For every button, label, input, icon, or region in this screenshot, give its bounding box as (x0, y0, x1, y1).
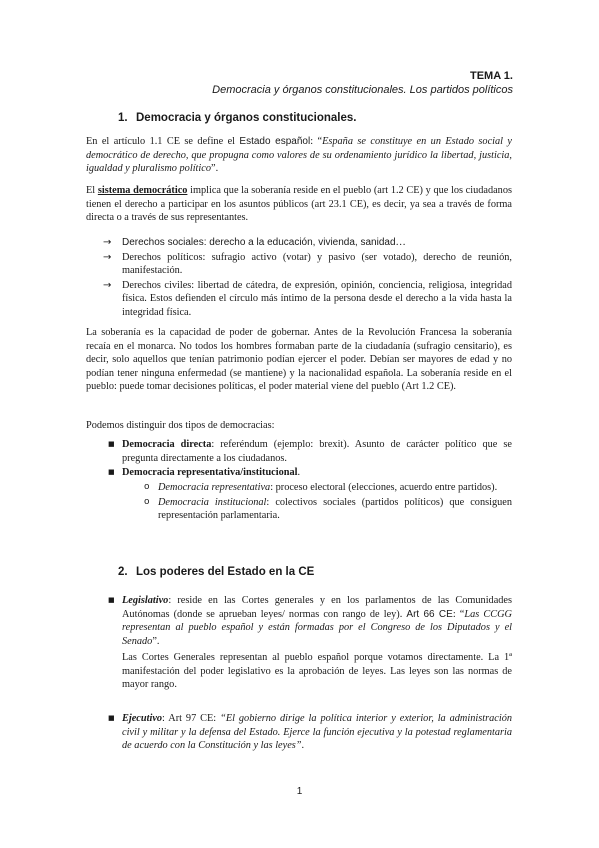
rights-civil-text: libertad de cátedra, de expresión, opinión, conciencia, religiosa, integridad física. Estos defienden el círculo más íntimo de la persona desde el derecho a la vida hasta la integridad física. (122, 279, 512, 318)
rights-political-text: sufragio activo (votar) y pasivo (ser votado), derecho de reunión, manifestación. (122, 251, 512, 276)
topic-subtitle: Democracia y órganos constitucionales. Los partidos políticos (212, 84, 513, 96)
powers-list-legislativo (108, 594, 512, 649)
list-item-rights-social (103, 236, 512, 250)
dem-representativa-text: : proceso electoral (elecciones, acuerdo entre partidos). (270, 482, 498, 493)
paragraph-estado-espanol (86, 135, 512, 176)
list-item-democracia-representativa (108, 466, 512, 480)
paragraph-sistema-democratico (86, 184, 512, 225)
rights-social-tail: … (395, 237, 406, 248)
section-1-heading (118, 112, 357, 124)
legislativo-art-sep: : “ (452, 608, 465, 620)
p2-text-a: El (86, 185, 98, 196)
legislativo-text: : reside en las Cortes generales y en los parlamentos de las Comunidades Autónomas (donde se aprueban leyes/ normas con rango de ley). (122, 595, 512, 620)
p1-estado-espanol: Estado español (239, 136, 311, 147)
list-item-ejecutivo (108, 712, 512, 753)
section-2-number: 2. (118, 566, 128, 578)
square-bullet-icon: ■ (108, 468, 115, 476)
section-1-number: 1. (118, 112, 128, 124)
legislativo-quote-end: ”. (152, 635, 160, 647)
section-2-heading (118, 566, 314, 578)
p2-sistema-democratico: sistema democrático (97, 185, 188, 196)
page-number: 1 (296, 786, 303, 797)
rights-social-text: derecho a la educación, vivienda, sanidad (209, 237, 396, 248)
democracia-representativa-tail: . (297, 467, 301, 478)
dem-representativa-label: Democracia representativa (158, 482, 271, 493)
dem-institucional-text: : colectivos sociales (partidos políticos) que consiguen representación parlamentaria. (158, 496, 512, 521)
ejecutivo-quote: “El gobierno dirige la política interior y exterior, la administración civil y militar y la defensa del Estado. Ejerce la función ejecutiva y la potestad reglamentaria de acuerdo con la Constitución y las leyes” (122, 713, 512, 751)
p2-text-c: implica que la soberanía reside en el pueblo (art 1.2 CE) y que los ciudadanos tienen el derecho a participar en los asuntos públicos (art 23.1 CE), es decir, ya sea a través de forma directa o a través de sus representantes. (86, 185, 512, 223)
democracia-representativa-label: Democracia representativa/institucional (122, 467, 298, 478)
section-2-title: Los poderes del Estado en la CE (136, 566, 315, 578)
paragraph-tipos-democracia: Podemos distinguir dos tipos de democracias: (86, 420, 275, 431)
arrow-icon: → (103, 237, 112, 248)
arrow-icon: → (103, 279, 112, 291)
list-item-dem-representativa (144, 481, 512, 495)
p1-text-e: ”. (211, 163, 219, 174)
p1-quote: España se constituye en un Estado social y democrático de derecho, que propugna como valores de su ordenamiento jurídico la libertad, justicia, igualdad y pluralismo político (86, 136, 512, 174)
rights-list (103, 236, 512, 320)
rights-social-label: Derechos sociales: (122, 237, 210, 248)
list-item-democracia-directa (108, 438, 512, 465)
ejecutivo-tail: . (301, 740, 305, 751)
paragraph-soberania: La soberanía es la capacidad de poder de gobernar. Antes de la Revolución Francesa la soberanía recaía en el monarca. No todos los hombres formaban parte de la ciudadanía (sufragio censitario), es decir, solo aquellos que tenían patrimonio podían ejercer el poder. Debían ser mayores de edad y no podían tener ninguna enfermedad (se mantiene) y la nacionalidad española. La soberanía reside en el pueblo: puede tomar decisiones políticas, el poder material viene del pueblo (Art 1.2 CE). (86, 327, 512, 392)
square-bullet-icon: ■ (108, 714, 115, 722)
square-bullet-icon: ■ (108, 596, 115, 604)
list-item-legislativo (108, 594, 512, 648)
legislativo-label: Legislativo (122, 595, 169, 606)
democracies-sublist (144, 481, 512, 524)
rights-political-label: Derechos políticos: (122, 251, 212, 263)
p1-text-c: : “ (310, 136, 323, 147)
democracies-list (108, 438, 512, 481)
paragraph-cortes-generales: Las Cortes Generales representan al pueblo español porque votamos directamente. La 1ª manifestación del poder legislativo es la aprobación de leyes. Las leyes son las normas de mayor rango. (122, 652, 512, 690)
legislativo-quote: Las CCGG representan al pueblo español y están formadas por el Congreso de los Diputados y el Senado (122, 608, 512, 647)
ejecutivo-text: : Art 97 CE: (162, 713, 221, 724)
list-item-rights-civil (103, 279, 512, 320)
circle-bullet-icon: o (144, 496, 150, 507)
democracia-directa-text: : referéndum (ejemplo: brexit). Asunto de carácter político que se pregunta directamente a los ciudadanos. (122, 439, 512, 464)
circle-bullet-icon: o (144, 482, 150, 492)
legislativo-art: Art 66 CE (406, 608, 453, 620)
dem-institucional-label: Democracia institucional (158, 496, 267, 508)
section-1-title: Democracia y órganos constitucionales. (136, 112, 357, 124)
democracia-directa-label: Democracia directa (122, 439, 212, 450)
list-item-rights-political (103, 251, 512, 278)
powers-list-ejecutivo (108, 712, 512, 754)
ejecutivo-label: Ejecutivo (122, 713, 163, 724)
p1-text-a: En el artículo 1.1 CE se define el (86, 136, 240, 147)
square-bullet-icon: ■ (108, 440, 115, 448)
topic-title: TEMA 1. (470, 70, 513, 82)
list-item-dem-institucional (144, 496, 512, 523)
rights-civil-label: Derechos civiles: (122, 279, 198, 291)
arrow-icon: → (103, 251, 112, 263)
